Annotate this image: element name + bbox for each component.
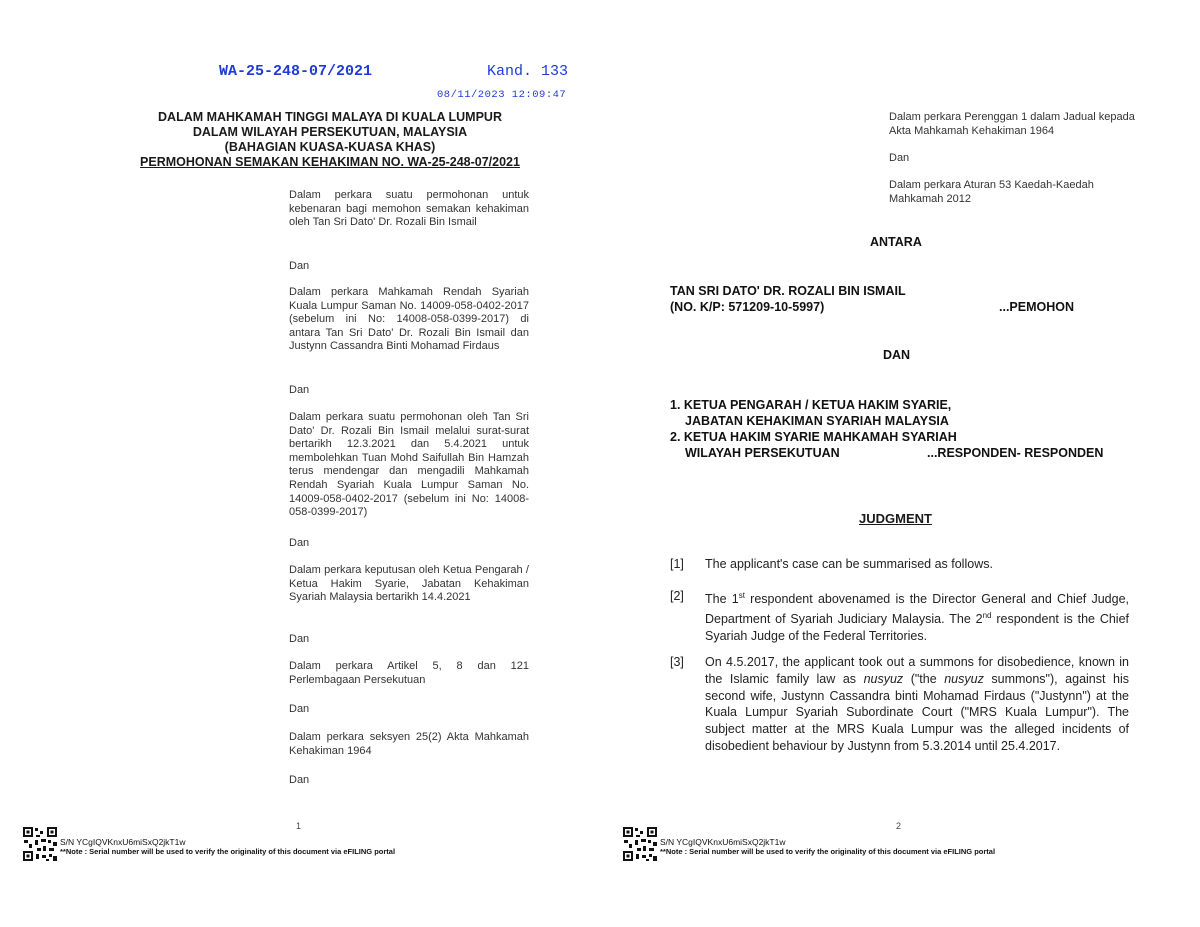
antara-heading: ANTARA <box>870 235 922 249</box>
matter-connector: Dan <box>289 633 310 645</box>
matter-paragraph: Dalam perkara Mahkamah Rendah Syariah Kuala Lumpur Saman No. 14009-058-0402-2017 (sebelum ini No: 14008-058-0399-2017) di antara Tan Sri Dato' Dr. Rozali Bin Ismail dan Justynn Cassandra Binti Mohamad Firdaus <box>289 286 529 353</box>
matter-paragraph: Dalam perkara Aturan 53 Kaedah-Kaedah Mahkamah 2012 <box>889 179 1094 205</box>
footer-serial <box>660 837 995 857</box>
court-heading <box>60 110 600 170</box>
matter-connector: Dan <box>289 384 310 396</box>
matter-paragraph: Dalam perkara Artikel 5, 8 dan 121 Perlembagaan Persekutuan <box>289 660 529 686</box>
paragraph-number: [1] <box>670 557 684 571</box>
matter-connector: Dan <box>889 152 910 164</box>
respondent-1-line-2: JABATAN KEHAKIMAN SYARIAH MALAYSIA <box>685 414 949 428</box>
qr-code-icon <box>22 826 58 862</box>
matter-paragraph: Dalam perkara suatu permohonan untuk kebenaran bagi memohon semakan kehakiman oleh Tan Sri Dato' Dr. Rozali Bin Ismail <box>289 189 529 229</box>
judgment-title: JUDGMENT <box>859 511 932 526</box>
page-number: 1 <box>296 821 302 831</box>
applicant-name: TAN SRI DATO' DR. ROZALI BIN ISMAIL <box>670 284 906 298</box>
respondents-role: ...RESPONDEN- RESPONDEN <box>927 446 1104 460</box>
serial-note: **Note : Serial number will be used to verify the originality of this document via eFILING portal <box>60 847 396 856</box>
respondent-2-line-2: WILAYAH PERSEKUTUAN <box>685 446 840 460</box>
paragraph-3: On 4.5.2017, the applicant took out a summons for disobedience, known in the Islamic family law as nusyuz ("the nusyuz summons"), against his second wife, Justynn Cassandra binti Mohamad Firdaus ("Justynn") at the Kuala Lumpur Syariah Subordinate Court ("MRS Kuala Lumpur"). The subject matter at the MRS Kuala Lumpur was the alleged incidents of disobedient behaviour by Justynn from 5.3.2014 until 25.4.2017. <box>705 655 1129 753</box>
applicant-ic: (NO. K/P: 571209-10-5997) <box>670 300 825 314</box>
dan-heading: DAN <box>883 348 911 362</box>
paragraph-number: [2] <box>670 589 684 603</box>
paragraph-1: The applicant's case can be summarised as follows. <box>705 557 993 571</box>
matter-paragraph: Dalam perkara suatu permohonan oleh Tan Sri Dato' Dr. Rozali Bin Ismail melalui surat-surat bertarikh 12.3.2021 dan 5.4.2021 untuk membolehkan Tuan Mohd Saifullah Bin Hamzah terus mendengar dan mengadili Mahkamah Rendah Syariah Kuala Lumpur Saman No. 14009-058-0402-2017 (sebelum ini No: 14008-058-0399-2017) <box>289 411 529 519</box>
kand-number: Kand. 133 <box>487 63 569 80</box>
serial-number: S/N YCgIQVKnxU6miSxQ2jkT1w <box>60 837 186 847</box>
matter-connector: Dan <box>289 774 310 786</box>
serial-number: S/N YCgIQVKnxU6miSxQ2jkT1w <box>660 837 786 847</box>
case-number: WA-25-248-07/2021 <box>219 63 373 80</box>
respondent-1-line-1: 1. KETUA PENGARAH / KETUA HAKIM SYARIE, <box>670 398 952 412</box>
matter-paragraph: Dalam perkara keputusan oleh Ketua Pengarah / Ketua Hakim Syarie, Jabatan Kehakiman Syariah Malaysia bertarikh 14.4.2021 <box>289 564 529 604</box>
page-2 <box>600 0 1200 927</box>
paragraph-2: The 1st respondent abovenamed is the Director General and Chief Judge, Department of Syariah Judiciary Malaysia. The 2nd respondent is the Chief Syariah Judge of the Federal Territories. <box>705 591 1129 643</box>
qr-code-icon <box>622 826 658 862</box>
matter-paragraph: Dalam perkara seksyen 25(2) Akta Mahkamah Kehakiman 1964 <box>289 731 529 757</box>
court-line-3: (BAHAGIAN KUASA-KUASA KHAS) <box>224 140 436 154</box>
paragraph-number: [3] <box>670 655 684 669</box>
serial-note: **Note : Serial number will be used to verify the originality of this document via eFILING portal <box>660 847 996 856</box>
court-line-1: DALAM MAHKAMAH TINGGI MALAYA DI KUALA LUMPUR <box>158 110 502 124</box>
court-line-2: DALAM WILAYAH PERSEKUTUAN, MALAYSIA <box>192 125 468 139</box>
footer-serial <box>60 837 395 857</box>
matter-connector: Dan <box>289 537 310 549</box>
applicant-role: ...PEMOHON <box>999 300 1075 314</box>
matter-connector: Dan <box>289 703 310 715</box>
stamp-date: 08/11/2023 12:09:47 <box>437 89 567 101</box>
applicant-block <box>670 283 906 315</box>
matter-connector: Dan <box>289 260 310 272</box>
page-number: 2 <box>896 821 902 831</box>
court-line-4: PERMOHONAN SEMAKAN KEHAKIMAN NO. WA-25-248-07/2021 <box>140 155 520 169</box>
respondents-block <box>670 397 957 461</box>
respondent-2-line-1: 2. KETUA HAKIM SYARIE MAHKAMAH SYARIAH <box>670 430 957 444</box>
matter-paragraph: Dalam perkara Perenggan 1 dalam Jadual kepada Akta Mahkamah Kehakiman 1964 <box>889 111 1135 137</box>
